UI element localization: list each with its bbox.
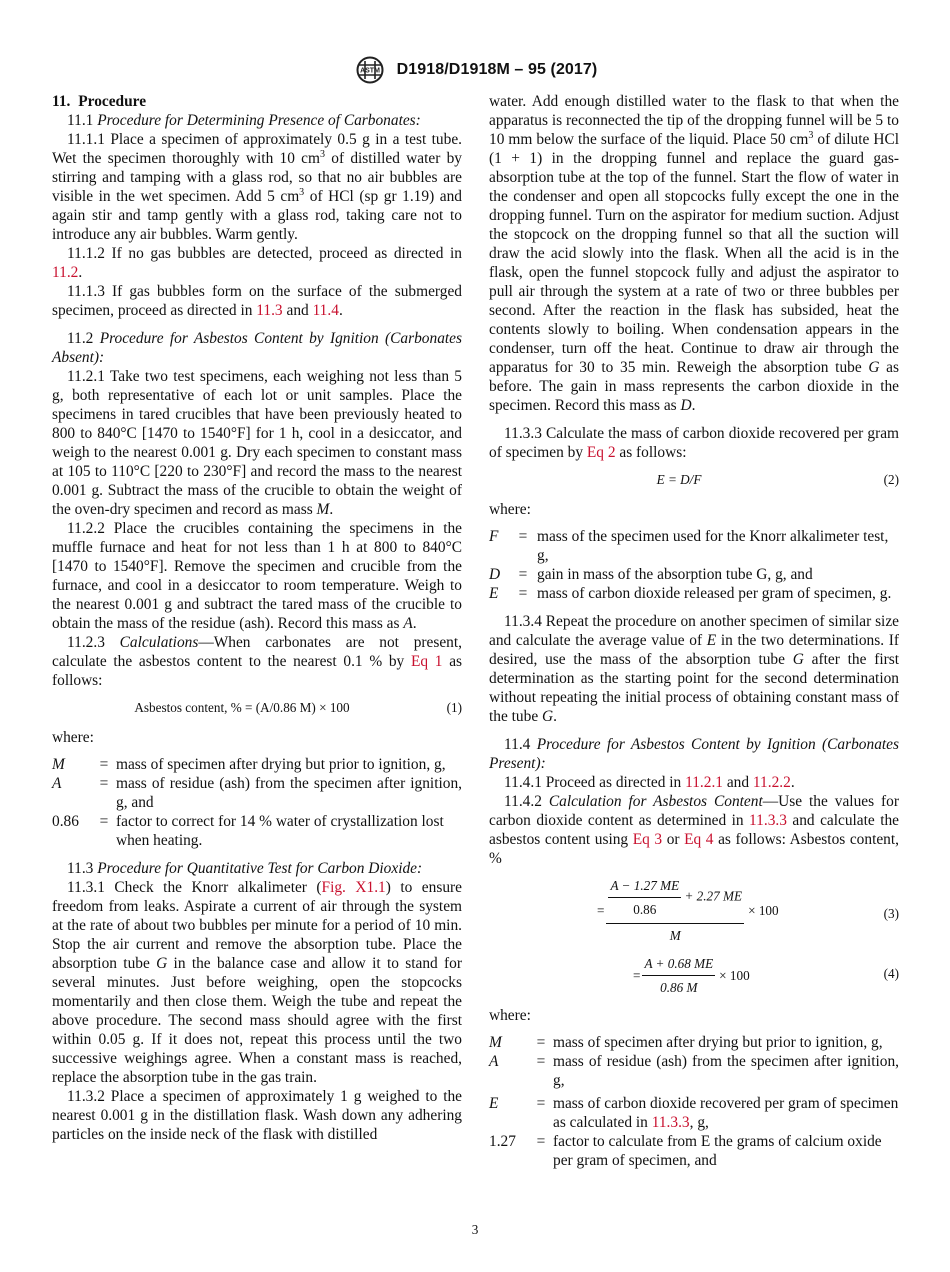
para-11-4-1: 11.4.1 Proceed as directed in 11.2.1 and 11.2.2.: [504, 774, 795, 791]
logo-text: ASTM: [359, 67, 380, 75]
equation-3-number: (3): [883, 906, 899, 921]
equation-1-body: Asbestos content, % = (A/0.86 M) × 100: [134, 700, 350, 715]
equation-3-body: = $\frac{A - 1.27 ME}{0.86}$ + 2.27 ME M × 100: [597, 878, 779, 943]
link-11-2-1[interactable]: 11.2.1: [685, 774, 723, 791]
link-eq-1[interactable]: Eq 1: [410, 653, 443, 670]
link-11-3-3[interactable]: 11.3.3: [749, 812, 787, 829]
equation-3: [489, 874, 899, 946]
para-title: Procedure for Determining Presence of Carbonates:: [97, 112, 421, 129]
equation-2-body: E = D/F: [656, 472, 702, 487]
page-header: [0, 56, 950, 86]
para-11-2-2: 11.2.2 Place the crucibles containing the specimens in the muffle furnace and heat for not less than 1 h at 800 to 840°C [1470 to 1540°F]. Remove the specimen and crucible from the furnace, and cool in a desiccator to room temperature. Weigh to the nearest 0.001 g and subtract the tared mass of the crucible to obtain the mass of the residue (ash). Record this mass as A.: [52, 520, 462, 632]
left-column: [52, 92, 462, 1144]
document-designation: D1918/D1918M – 95 (2017): [396, 61, 598, 78]
section-number: 11.: [52, 93, 71, 110]
definition-item: D = gain in mass of the absorption tube G, g, and: [489, 566, 813, 583]
definitions-3: [489, 1033, 899, 1170]
para-11-2-1: 11.2.1 Take two test specimens, each weighing not less than 5 g, both representative of each lot or unit samples. Place the specimens in tared crucibles that have been previously heated to 800 to 840°C [1470 to 1540°F] for 1 h, cool in a desiccator, and weigh to the nearest 0.001 g. Dry each specimen to constant mass at 105 to 110°C [220 to 230°F] and record the mass to the nearest 0.001 g. Subtract the mass of the crucible to obtain the weight of the oven-dry specimen and record as mass M.: [52, 368, 462, 518]
equation-3-inner-fraction: $\frac{A - 1.27 ME}{0.86}$: [610, 878, 680, 917]
para-11-3-1: 11.3.1 Check the Knorr alkalimeter (Fig. X1.1) to ensure freedom from leaks. Aspirate a current of air through the system at the rate of about two bubbles per minute for a period of 10 min. Stop the air current and remove the absorption tube. Place the absorption tube G in the balance case and allow it to stand for several minutes. Just before weighing, open the stopcocks momentarily and then close them. Weigh the tube and repeat the above procedure. The second mass should agree with the first within 0.05 g. If it does not, repeat this process until the two successive weighings agree. When a constant mass is reached, replace the absorption tube in the gas train.: [52, 879, 462, 1086]
link-eq-4[interactable]: Eq 4: [684, 831, 714, 848]
link-11-3[interactable]: 11.3: [256, 302, 283, 319]
where-label: where:: [489, 1007, 531, 1024]
astm-logo-icon: [353, 56, 387, 84]
section-title: Procedure: [78, 93, 147, 110]
para-11-1-3: 11.1.3 If gas bubbles form on the surface of the submerged specimen, proceed as directed in 11.3 and 11.4.: [52, 283, 462, 319]
para-11-2: 11.2 Procedure for Asbestos Content by Ignition (Carbonates Absent):: [52, 330, 462, 366]
equation-3-outer-fraction: $\frac{A - 1.27 ME}{0.86}$ + 2.27 ME M: [606, 876, 744, 945]
equation-2: [489, 468, 899, 492]
para-number: 11.1: [67, 112, 94, 129]
para-11-3-4: 11.3.4 Repeat the procedure on another specimen of similar size and calculate the average value of E in the two determinations. If desired, use the mass of the absorption tube G after the first determination as the starting point for the second determination without repeating the initial process of obtaining constant mass of the tube G.: [489, 613, 899, 725]
equation-4-body: = $\frac{A + 0.68 ME}{0.86 M}$ × 100: [633, 956, 750, 995]
right-column: [489, 92, 899, 1170]
definitions-2: [489, 527, 899, 603]
equation-1: [52, 696, 462, 720]
para-11-1: [52, 111, 462, 130]
definition-item: M = mass of specimen after drying but prior to ignition, g,: [52, 756, 446, 773]
definitions-1: [52, 755, 462, 850]
link-11-3-3[interactable]: 11.3.3: [651, 1114, 690, 1131]
para-11-1-2: 11.1.2 If no gas bubbles are detected, proceed as directed in 11.2.: [52, 245, 462, 281]
definition-item: E = mass of carbon dioxide recovered per gram of specimen as calculated in 11.3.3, g,: [489, 1095, 899, 1131]
equation-4-number: (4): [883, 966, 899, 981]
where-label: where:: [489, 501, 531, 518]
equation-4: [489, 952, 899, 996]
equation-1-number: (1): [446, 700, 462, 715]
para-11-3-2-continued: water. Add enough distilled water to the flask to that when the apparatus is reconnected the tip of the dropping funnel will be 5 to 10 mm below the surface of the liquid. Place 50 $cm^3$ of dilute HCl (1 + 1) in the dropping funnel and replace the guard gas-absorption tube at the top of the funnel. Start the flow of water in the condenser and open all stopcocks fully except the one in the dropping funnel. Turn on the aspirator for medium suction. Adjust the stopcock on the dropping funnel so that all the suction will draw the acid slowly into the flask. When all the acid is in the flask, open the funnel stopcock fully and adjust the aspirator to pull air through the system at a rate of two or three bubbles per second. After the reaction in the flask has subsided, heat the contents slowly to boiling. When condensation appears in the condenser, turn off the heat. Continue to draw air through the apparatus for 30 to 35 min. Reweigh the absorption tube G as before. The gain in mass represents the carbon dioxide in the specimen. Record this mass as D.: [489, 93, 899, 414]
where-label: where:: [52, 729, 94, 746]
link-11-4[interactable]: 11.4: [312, 302, 339, 319]
definition-item: 0.86 = factor to correct for 14 % water of crystallization lost when heating.: [52, 813, 444, 849]
section-heading: [52, 92, 462, 111]
definition-item: 1.27 = factor to calculate from E the grams of calcium oxide per gram of specimen, and: [489, 1133, 882, 1169]
definition-item: E = mass of carbon dioxide released per gram of specimen, g.: [489, 585, 892, 602]
para-11-2-3: 11.2.3 Calculations—When carbonates are not present, calculate the asbestos content to the nearest 0.1 % by Eq 1 as follows:: [52, 634, 463, 689]
para-11-1-1: 11.1.1 Place a specimen of approximately 0.5 g in a test tube. Wet the specimen thoroughly with 10 $cm^3$ of distilled water by stirring and tamping with a glass rod, so that no air bubbles are visible in the wet specimen. Add 5 $cm^3$ of HCl (sp gr 1.19) and again stir and tamp gently with a glass rod, taking care not to introduce any air bubbles. Warm gently.: [52, 131, 462, 243]
para-11-3: 11.3 Procedure for Quantitative Test for Carbon Dioxide:: [67, 860, 423, 877]
link-11-2[interactable]: 11.2: [52, 264, 79, 281]
para-11-4-2: 11.4.2 Calculation for Asbestos Content—Use the values for carbon dioxide content as determined in 11.3.3 and calculate the asbestos content using Eq 3 or Eq 4 as follows: Asbestos content, %: [489, 793, 899, 867]
definition-item: A = mass of residue (ash) from the specimen after ignition, g, and: [52, 775, 462, 811]
page-number: 3: [471, 1222, 479, 1237]
link-eq-3[interactable]: Eq 3: [632, 831, 663, 848]
link-fig-x1-1[interactable]: Fig. X1.1: [321, 879, 386, 896]
definition-item: M = mass of specimen after drying but prior to ignition, g,: [489, 1034, 883, 1051]
definition-item: F = mass of the specimen used for the Knorr alkalimeter test, g,: [489, 528, 889, 564]
para-11-3-2: 11.3.2 Place a specimen of approximately 1 g weighed to the nearest 0.001 g in the distillation flask. Wash down any adhering particles on the inside neck of the flask with distilled: [52, 1088, 462, 1143]
definition-item: A = mass of residue (ash) from the specimen after ignition, g,: [489, 1053, 899, 1089]
link-11-2-2[interactable]: 11.2.2: [752, 774, 791, 791]
link-eq-2[interactable]: Eq 2: [586, 444, 616, 461]
equation-2-number: (2): [883, 472, 899, 487]
para-11-4: 11.4 Procedure for Asbestos Content by Ignition (Carbonates Present):: [489, 736, 899, 772]
para-11-3-3: 11.3.3 Calculate the mass of carbon dioxide recovered per gram of specimen by Eq 2 as follows:: [489, 425, 899, 461]
